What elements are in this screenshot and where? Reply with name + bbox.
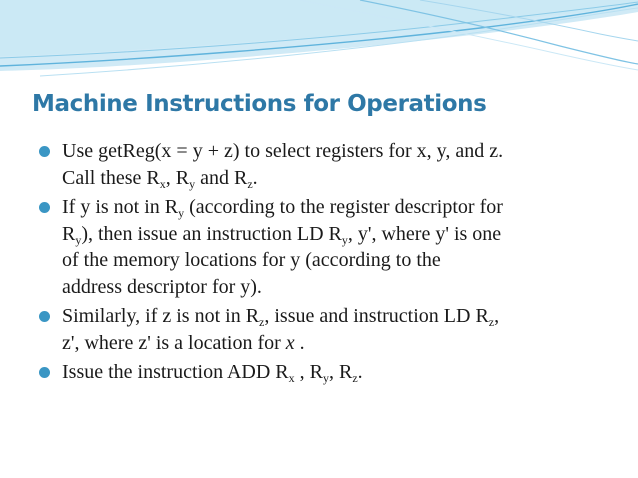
text-segment: , R bbox=[165, 166, 190, 189]
bullet-text-line bbox=[62, 274, 616, 301]
text-segment: z', where z' is a location for bbox=[62, 331, 286, 354]
text-segment: Issue the instruction ADD R bbox=[62, 361, 289, 383]
text-segment: address descriptor for y). bbox=[62, 275, 262, 298]
text-segment: , issue and instruction LD R bbox=[264, 305, 489, 327]
subscript: y bbox=[75, 232, 82, 247]
bullet-text-line bbox=[62, 221, 616, 248]
text-segment: , R bbox=[329, 361, 353, 383]
bullet-text-line bbox=[62, 194, 616, 221]
subscript: z bbox=[247, 176, 253, 191]
bullet-text-line bbox=[62, 303, 616, 330]
bullet-text-line bbox=[62, 138, 616, 165]
bullet-list bbox=[36, 138, 616, 389]
bullet-text-line bbox=[62, 247, 616, 274]
subscript: y bbox=[323, 371, 329, 385]
text-segment: . bbox=[357, 361, 363, 383]
italic-variable: x bbox=[285, 331, 295, 354]
text-segment: Similarly, if z is not in R bbox=[62, 305, 260, 327]
subscript: x bbox=[159, 176, 166, 191]
bullet-dot-icon bbox=[39, 367, 50, 378]
subscript: x bbox=[288, 371, 295, 385]
text-segment: (according to the register descriptor for bbox=[184, 196, 503, 218]
text-segment: , R bbox=[294, 361, 323, 383]
bullet-text-line bbox=[62, 359, 616, 386]
text-segment: of the memory locations for y (according to the bbox=[62, 249, 441, 271]
text-segment: , y', where y' is one bbox=[347, 222, 502, 245]
bullet-text-line bbox=[62, 165, 616, 192]
text-segment: If y is not in R bbox=[62, 196, 179, 218]
subscript: z bbox=[352, 371, 358, 385]
text-segment: Use getReg(x = y + z) to select registers for x, y, and z. bbox=[62, 140, 504, 162]
text-segment: R bbox=[62, 222, 76, 245]
text-segment: and R bbox=[195, 166, 248, 189]
bullet-text-line bbox=[62, 330, 616, 357]
text-segment: Call these R bbox=[62, 166, 160, 189]
header-swoosh-decoration bbox=[0, 0, 638, 80]
bullet-item bbox=[36, 194, 616, 300]
bullet-item bbox=[36, 138, 616, 191]
bullet-dot-icon bbox=[39, 146, 50, 157]
subscript: y bbox=[189, 176, 196, 191]
text-segment: ), then issue an instruction LD R bbox=[81, 222, 342, 245]
subscript: y bbox=[341, 232, 348, 247]
subscript: z bbox=[259, 315, 265, 329]
subscript: y bbox=[178, 206, 185, 220]
text-segment: . bbox=[294, 331, 305, 354]
text-segment: , bbox=[494, 305, 500, 327]
bullet-item bbox=[36, 359, 616, 386]
subscript: z bbox=[488, 315, 495, 329]
bullet-dot-icon bbox=[39, 311, 50, 322]
slide-title: Machine Instructions for Operations bbox=[32, 91, 487, 117]
bullet-item bbox=[36, 303, 616, 356]
text-segment: . bbox=[252, 166, 258, 189]
bullet-dot-icon bbox=[39, 202, 50, 213]
